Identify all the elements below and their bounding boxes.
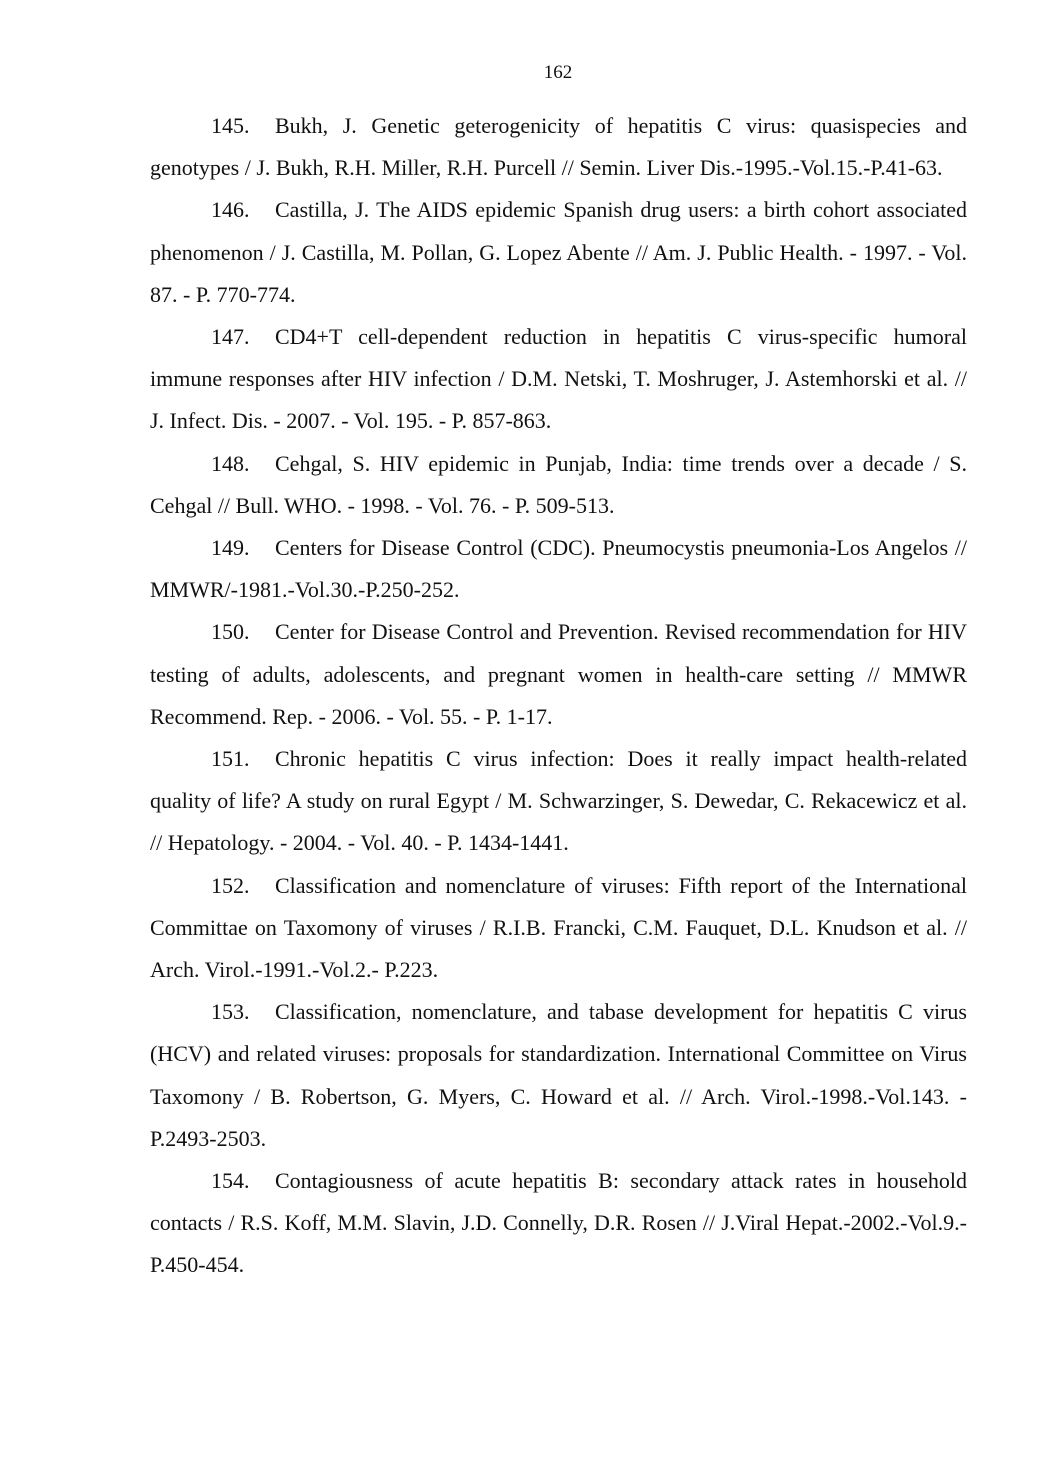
reference-item [150, 865, 967, 992]
reference-number: 153. [211, 999, 250, 1025]
reference-number: 152. [211, 872, 250, 898]
reference-item [150, 1160, 967, 1287]
reference-text: Center for Disease Control and Prevention. Revised recommendation for HIV testing of adults, adolescents, and pregnant women in health-care setting // MMWR Recommend. Rep. - 2006. - Vol. 55. - P. 1-17. [150, 619, 967, 729]
reference-item [150, 738, 967, 865]
reference-text: Chronic hepatitis C virus infection: Does it really impact health-related quality of life? A study on rural Egypt / M. Schwarzinger, S. Dewedar, C. Rekacewicz et al. // Hepatology. - 2004. - Vol. 40. - P. 1434-1441. [150, 746, 967, 856]
reference-item [150, 443, 967, 527]
reference-item [150, 105, 967, 189]
reference-item [150, 527, 967, 611]
reference-number: 150. [211, 619, 250, 645]
reference-number: 151. [211, 746, 250, 772]
reference-list [150, 105, 967, 1287]
reference-number: 147. [211, 324, 250, 350]
reference-number: 145. [211, 113, 250, 138]
reference-text: Castilla, J. The AIDS epidemic Spanish drug users: a birth cohort associated phenomenon / J. Castilla, M. Pollan, G. Lopez Abente // Am. J. Public Health. - 1997. - Vol. 87. - P. 770-774. [150, 197, 967, 307]
reference-text: Bukh, J. Genetic geterogenicity of hepatitis C virus: quasispecies and genotypes / J. Bukh, R.H. Miller, R.H. Purcell // Semin. Liver Dis.-1995.-Vol.15.-P.41-63. [150, 113, 967, 181]
reference-number: 146. [211, 197, 250, 223]
reference-text: Cehgal, S. HIV epidemic in Punjab, India: time trends over a decade / S. Cehgal // Bull. WHO. - 1998. - Vol. 76. - P. 509-513. [150, 450, 967, 518]
reference-item [150, 189, 967, 316]
reference-number: 148. [211, 450, 250, 476]
reference-number: 149. [211, 535, 250, 561]
reference-text: Contagiousness of acute hepatitis B: secondary attack rates in household contacts / R.S. Koff, M.M. Slavin, J.D. Connelly, D.R. Rosen // J.Viral Hepat.-2002.-Vol.9.-P.450-454. [150, 1168, 967, 1278]
reference-text: CD4+T cell-dependent reduction in hepatitis C virus-specific humoral immune responses after HIV infection / D.M. Netski, T. Moshruger, J. Astemhorski et al. // J. Infect. Dis. - 2007. - Vol. 195. - P. 857-863. [150, 324, 967, 434]
reference-item [150, 316, 967, 443]
reference-text: Centers for Disease Control (CDC). Pneumocystis pneumonia-Los Angelos // MMWR/-1981.-Vol.30.-P.250-252. [150, 535, 967, 603]
reference-text: Classification, nomenclature, and tabase development for hepatitis C virus (HCV) and related viruses: proposals for standardization. International Committee on Virus Taxomony / B. Robertson, G. Myers, C. Howard et al. // Arch. Virol.-1998.-Vol.143. - P.2493-2503. [150, 999, 967, 1151]
page-number: 162 [543, 62, 573, 83]
reference-item [150, 611, 967, 738]
reference-text: Classification and nomenclature of viruses: Fifth report of the International Committae on Taxomony of viruses / R.I.B. Francki, C.M. Fauquet, D.L. Knudson et al. // Arch. Virol.-1991.-Vol.2.- P.223. [150, 872, 967, 983]
reference-number: 154. [211, 1168, 250, 1194]
reference-item [150, 991, 967, 1160]
